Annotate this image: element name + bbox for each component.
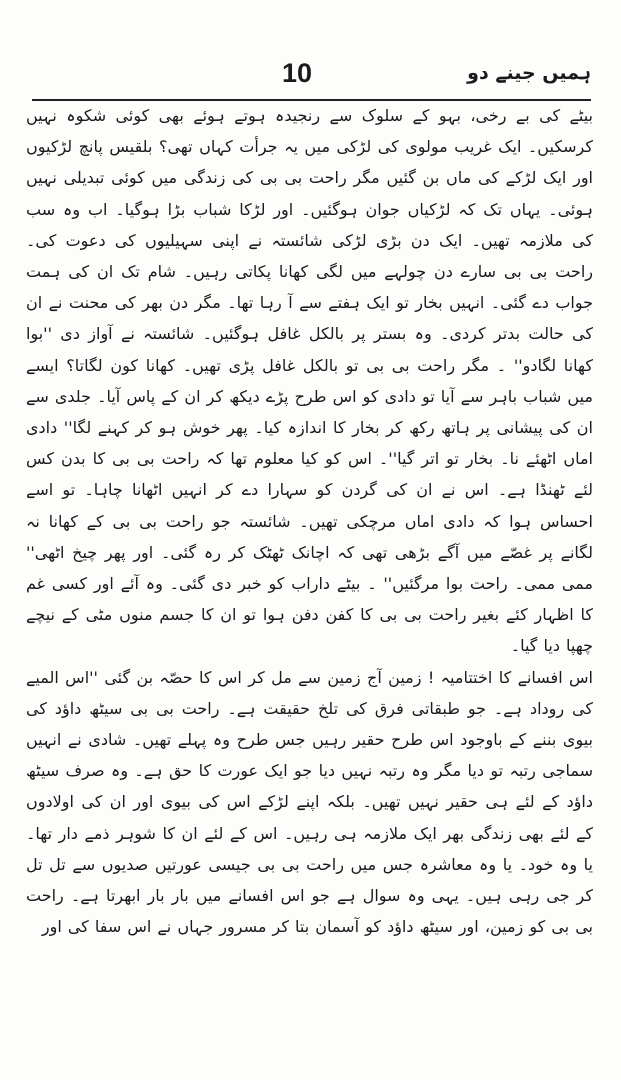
page-number: 10 [282,58,313,88]
paragraph: اس افسانے کا اختتامیہ ! زمین آج زمین سے مل کر اس کا حصّہ بن گئی ''اس المیے کی روداد ہے۔ جو طبقاتی فرق کی تلخ حقیقت ہے۔ راحت بی بی سیٹھ داؤد کی بیوی بننے کے باوجود اس طرح حقیر رہیں جس طرح وہ پہلے تھیں۔ شادی نے انہیں سماجی رتبہ تو دیا مگر وہ رتبہ نہیں دیا جو ایک عورت کا حق ہے۔ وہ صرف سیٹھ داؤد کے لئے ہی حقیر نہیں تھیں۔ بلکہ اپنے لڑکے اس کی بیوی اور ان کی اولادوں کے لئے بھی زندگی بھر ایک ملازمہ ہی رہیں۔ اس کے لئے ان کا شوہر ذمے دار تھا۔ یا وہ خود۔ یا وہ معاشرہ جس میں راحت بی بی جیسی عورتیں صدیوں سے تل تل کر جی رہی ہیں۔ یہی وہ سوال ہے جو اس افسانے میں بار بار ابھرتا ہے۔ راحت بی بی کو زمین، اور سیٹھ داؤد کو آسمان بتا کر مسرور جہاں نے اس سفا کی اور [26,667,593,937]
page-header [32,58,591,98]
body-text [26,100,593,942]
paragraph: بیٹے کی بے رخی، بہو کے سلوک سے رنجیدہ ہوتے ہوئے بھی کوئی شکوہ نہیں کرسکیں۔ ایک غریب مولوی کی لڑکی میں یہ جرأت کہاں تھی؟ بلقیس پانچ لڑکیوں اور ایک لڑکے کی ماں بن گئیں مگر راحت بی بی کی زندگی میں کوئی تبدیلی نہیں ہوئی۔ یہاں تک کہ لڑکیاں جوان ہوگئیں۔ اور لڑکا شباب بڑا ہوگیا۔ اب وہ سب کی ملازمہ تھیں۔ ایک دن بڑی لڑکی شائستہ نے اپنی سہیلیوں کی دعوت کی۔ راحت بی بی سارے دن چولہے میں لگی کھانا پکاتی رہیں۔ شام تک ان کی ہمت جواب دے گئی۔ انہیں بخار تو ایک ہفتے سے آ رہا تھا۔ مگر دن بھر کی محنت نے ان کی حالت بدتر کردی۔ وہ بستر پر بالکل غافل ہوگئیں۔ شائستہ نے آواز دی ''بوا کھانا لگادو'' ۔ مگر راحت بی بی تو بالکل غافل پڑی تھیں۔ کھانا کون لگاتا؟ ایسے میں شباب باہر سے آیا تو دادی کو اس طرح پڑے دیکھ کر ان کے پاس آیا۔ جلدی سے ان کی پیشانی پر ہاتھ رکھ کر بخار کا اندازہ کیا۔ پھر خوش ہو کر کہنے لگا'' دادی اماں اٹھئے نا۔ بخار تو اتر گیا''۔ اس کو کیا معلوم تھا کہ راحت بی بی کا بدن کس لئے ٹھنڈا ہے۔ اس نے ان کی گردن کو سہارا دے کر انہیں اٹھانا چاہا۔ تو اسے احساس ہوا کہ دادی اماں مرچکی تھیں۔ شائستہ جو راحت بی بی کے کھانا نہ لگانے پر غصّے میں آگے بڑھی تھی کہ اچانک ٹھٹک کر رہ گئی۔ اور پھر چیخ اٹھی'' ممی ممی۔ راحت بوا مرگئیں'' ۔ بیٹے داراب کو خبر دی گئی۔ وہ آئے اور کسی غم کا اظہار کئے بغیر راحت بی بی کا کفن دفن ہوا تو ان کا جسم منوں مٹی کے نیچے چھپا دیا گیا۔ [26,106,593,656]
running-book-title: ہمیں جینے دو [467,62,591,84]
